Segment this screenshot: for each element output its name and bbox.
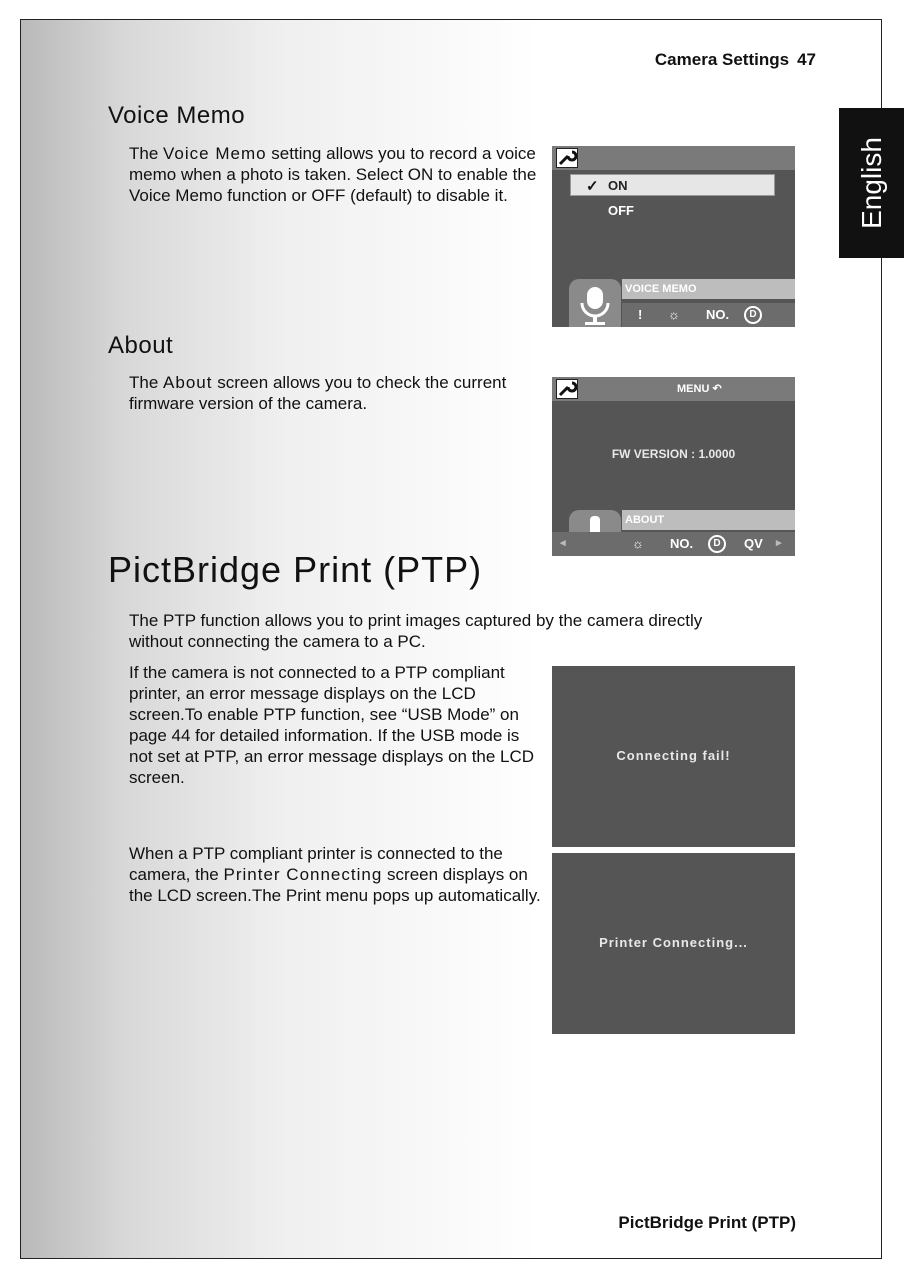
language-tab-label: English: [855, 137, 887, 229]
brightness-icon: ☼: [668, 307, 680, 322]
printer-connecting-message: Printer Connecting...: [599, 935, 748, 950]
date-icon: D: [744, 306, 762, 324]
number-icon: NO.: [670, 536, 694, 551]
voice-memo-body-post: setting allows you to record a voice memo when a photo is taken. Select ON to enable the Voice Memo function or OFF (default) to disable it.: [129, 144, 537, 205]
voice-memo-body: [129, 143, 541, 206]
voice-memo-term: Voice Memo: [163, 144, 267, 163]
screen-label-bar: ABOUT: [622, 510, 795, 530]
brightness-icon: ☼: [632, 536, 644, 551]
wrench-icon: [556, 148, 578, 168]
menu-back-label[interactable]: MENU ↶: [677, 383, 722, 395]
ptp-para-3-pre: When a PTP compliant printer is connected to the camera, the: [129, 844, 503, 884]
language-tab: [839, 108, 904, 258]
microphone-icon: [569, 279, 621, 327]
ptp-para-1: The PTP function allows you to print images captured by the camera directly without connecting the camera to a PC.: [129, 611, 703, 651]
ptp-para-3-term: Printer Connecting: [223, 865, 383, 884]
number-icon: NO.: [706, 307, 730, 322]
ptp-para-2: If the camera is not connected to a PTP compliant printer, an error message displays on the LCD screen.To enable PTP function, see “USB Mode” on page 44 for detailed information. If the USB mode is not set at PTP, an error message displays on the LCD screen.: [129, 663, 535, 787]
screen-top-bar: [552, 377, 795, 401]
about-heading: About: [108, 332, 174, 359]
icon-row: [552, 532, 795, 556]
about-screen: [552, 377, 795, 556]
date-icon: D: [708, 535, 726, 553]
about-body-post: screen allows you to check the current firmware version of the camera.: [129, 373, 507, 413]
fw-version: FW VERSION : 1.0000: [611, 447, 736, 461]
wrench-icon: [556, 379, 578, 399]
right-arrow-icon[interactable]: ▸: [776, 537, 782, 549]
option-on-highlight: [570, 174, 775, 196]
option-on[interactable]: ON: [608, 178, 628, 193]
check-icon: ✓: [586, 178, 599, 195]
screen-label-bar: VOICE MEMO: [622, 279, 795, 299]
option-off[interactable]: OFF: [608, 203, 634, 218]
alert-icon: !: [638, 307, 643, 322]
header-section: Camera Settings: [654, 50, 790, 69]
screen-top-bar: [552, 146, 795, 170]
about-term: About: [163, 373, 213, 392]
connecting-fail-message: Connecting fail!: [616, 748, 731, 763]
printer-connecting-screen: [552, 853, 795, 1034]
page-header: [655, 50, 816, 70]
about-body: [129, 372, 541, 414]
page-number: 47: [797, 50, 816, 69]
voice-memo-screen: [552, 146, 795, 327]
icon-row: [622, 303, 795, 327]
quickview-icon: QV: [744, 536, 763, 551]
left-arrow-icon[interactable]: ◂: [560, 537, 566, 549]
voice-memo-heading: Voice Memo: [108, 102, 246, 129]
voice-memo-body-pre: The: [129, 144, 164, 163]
page-footer: PictBridge Print (PTP): [618, 1213, 796, 1232]
ptp-para-3: [129, 843, 541, 906]
ptp-para-3-post: screen displays on the LCD screen.The Print menu pops up automatically.: [129, 865, 541, 905]
ptp-heading: PictBridge Print (PTP): [108, 549, 483, 590]
about-body-pre: The: [129, 373, 164, 392]
connecting-fail-screen: [552, 666, 795, 847]
